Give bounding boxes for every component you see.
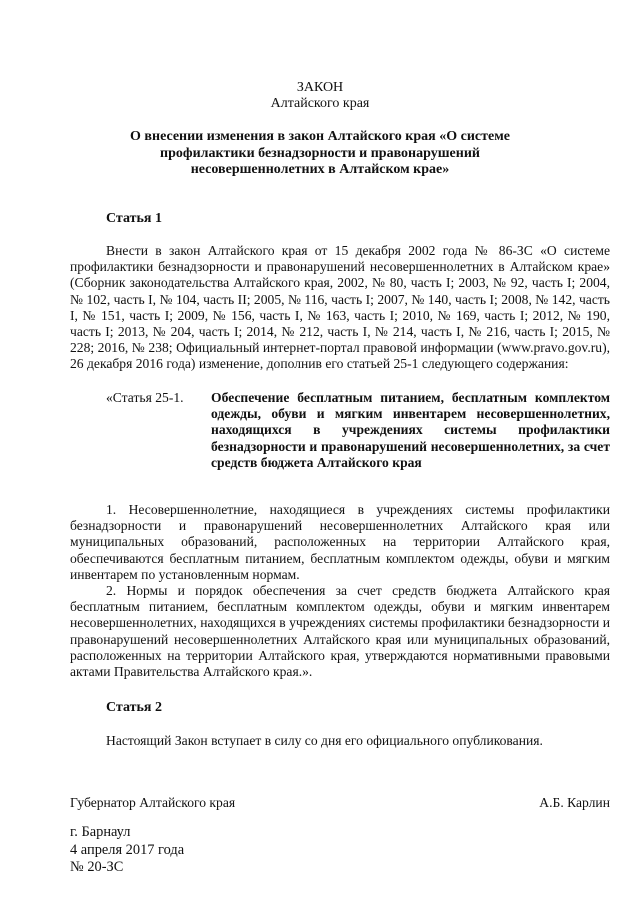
signatory-position: Губернатор Алтайского края: [70, 795, 236, 810]
place-of-signing: г. Барнаул: [70, 824, 131, 840]
article-1-heading: Статья 1: [106, 211, 162, 226]
new-article-title: Обеспечение бесплатным питанием, бесплатным комплектом одежды, обуви и мягким инвентарем несовершеннолетних, находящихся в учреждениях системы профилактики безнадзорности и правонарушений несовершеннолетних, за счет средств бюджета Алтайского края: [211, 390, 610, 470]
signatory-name: А.Б. Карлин: [539, 795, 610, 810]
article-2-text: Настоящий Закон вступает в силу со дня его официального опубликования.: [106, 733, 543, 748]
document-type: ЗАКОН: [296, 80, 344, 95]
law-number: № 20-ЗС: [70, 859, 124, 875]
document-title: О внесении изменения в закон Алтайского края «О системе профилактики безнадзорности и правонарушений несовершеннолетних в Алтайском крае»: [130, 129, 510, 177]
new-article-label: «Статья 25-1.: [106, 390, 184, 405]
article-point-2: 2. Нормы и порядок обеспечения за счет средств бюджета Алтайского края бесплатным питанием, бесплатным комплектом одежды, обуви и мягким инвентарем несовершеннолетних, находящихся в учреждениях системы профилактики безнадзорности и правонарушений несовершеннолетних Алтайского края или муниципальных образований, расположенных на территории Алтайского края, утверждаются нормативными правовыми актами Правительства Алтайского края.».: [70, 583, 610, 680]
article-2-heading: Статья 2: [106, 700, 162, 715]
date-of-signing: 4 апреля 2017 года: [70, 842, 185, 858]
article-point-1: 1. Несовершеннолетние, находящиеся в учреждениях системы профилактики безнадзорности и правонарушений несовершеннолетних Алтайского края или муниципальных образований, расположенных на территории Алтайского края, обеспечиваются бесплатным питанием, бесплатным комплектом одежды, обуви и мягким инвентарем по установленным нормам.: [70, 502, 610, 582]
article-1-intro: Внести в закон Алтайского края от 15 декабря 2002 года № 86-ЗС «О системе профилактики безнадзорности и правонарушений несовершеннолетних в Алтайском крае» (Сборник законодательства Алтайского края, 2002, № 80, часть I; 2003, № 92, часть I; 2004, № 102, часть I, № 104, часть II; 2005, № 116, часть I; 2007, № 140, часть I; 2008, № 142, часть I, № 151, часть I; 2009, № 156, часть I, № 163, часть I; 2010, № 169, часть I; 2012, № 190, часть I; 2013, № 204, часть I; 2014, № 212, часть I, № 214, часть I, № 216, часть I; 2015, № 228; 2016, № 238; Официальный интернет-портал правовой информации (www.pravo.gov.ru), 26 декабря 2016 года) изменение, дополнив его статьей 25-1 следующего содержания:: [70, 243, 610, 372]
document-region: Алтайского края: [270, 96, 370, 111]
